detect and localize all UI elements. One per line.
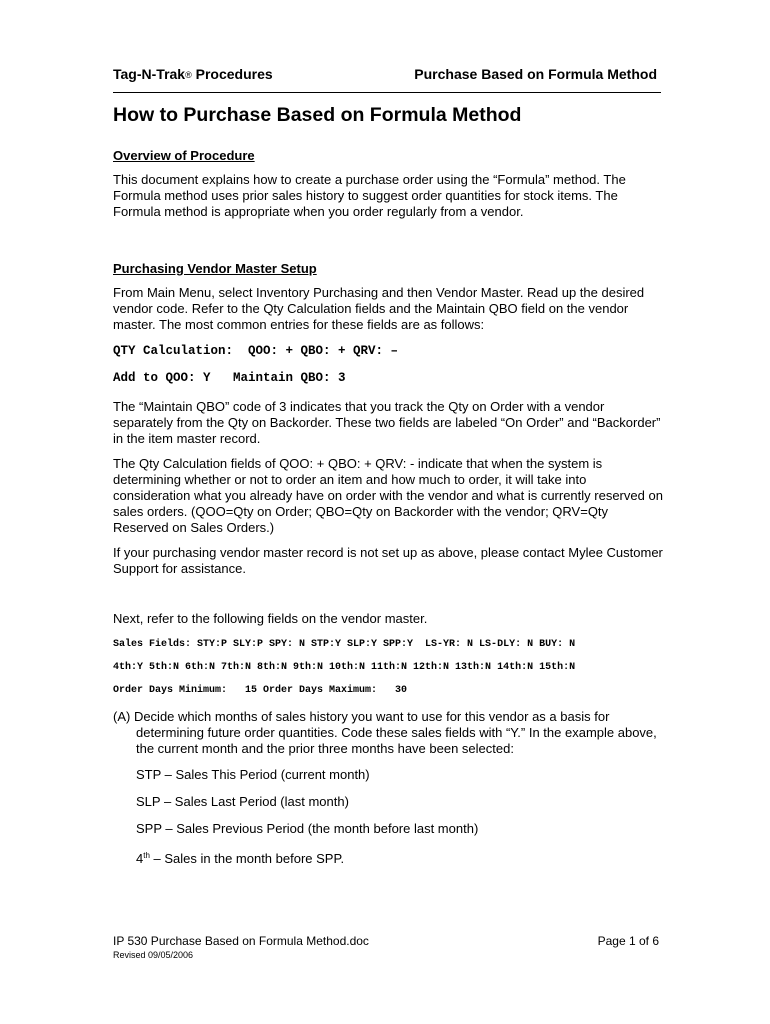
list-item: STP – Sales This Period (current month) [136,767,370,782]
page-title: How to Purchase Based on Formula Method [113,104,522,126]
overview-text: This document explains how to create a purchase order using the “Formula” method. The Formula method uses prior sales history to suggest order quantities for stock items. The Formula method is appropriate when you order regularly from a vendor. [113,172,626,219]
footer-page-number: Page 1 of 6 [597,934,659,948]
list-item: SPP – Sales Previous Period (the month before last month) [136,821,479,836]
list-item: SLP – Sales Last Period (last month) [136,794,349,809]
contact-support-paragraph: If your purchasing vendor master record is not set up as above, please contact Mylee Customer Support for assistance. [113,545,663,576]
page-footer [113,934,661,960]
header-product-name: Tag-N-Trak® Procedures [113,66,273,82]
overview-heading: Overview of Procedure [113,148,255,163]
footer-revised-date: Revised 09/05/2006 [113,950,194,960]
step-a-text: (A) Decide which months of sales history you want to use for this vendor as a basis for determining future order quantities. Code these sales fields with “Y.” In the example above, the current month and the prior three months have been selected: [113,709,657,756]
maintain-qbo-paragraph: The “Maintain QBO” code of 3 indicates that you track the Qty on Order with a vendor separately from the Qty on Backorder. These two fields are labeled “On Order” and “Backorder” in the item master record. [113,399,661,446]
period-fields-code: 4th:Y 5th:N 6th:N 7th:N 8th:N 9th:N 10th:N 11th:N 12th:N 13th:N 14th:N 15th:N [113,662,576,673]
document-body [113,103,663,878]
qty-calculation-code: QTY Calculation: QOO: + QBO: + QRV: – [113,344,399,358]
order-days-code: Order Days Minimum: 15 Order Days Maximum: 30 [113,685,408,696]
page-header [113,66,661,93]
vendor-setup-intro: From Main Menu, select Inventory Purchasing and then Vendor Master. Read up the desired vendor code. Refer to the Qty Calculation fields and the Maintain QBO field on the vendor master. The most common entries for these fields are as follows: [113,285,645,332]
header-document-title: Purchase Based on Formula Method [414,66,657,82]
maintain-qbo-code: Add to QOO: Y Maintain QBO: 3 [113,371,346,385]
qty-calc-paragraph: The Qty Calculation fields of QOO: + QBO: + QRV: - indicate that when the system is determining whether or not to order an item and how much to order, it will take into consideration what you already have on order with the vendor and what is currently reserved on sales orders. (QOO=Qty on Order; QBO=Qty on Backorder with the vendor; QRV=Qty Reserved on Sales Orders.) [113,456,663,535]
footer-filename: IP 530 Purchase Based on Formula Method.doc [113,934,369,948]
sales-fields-code: Sales Fields: STY:P SLY:P SPY: N STP:Y SLP:Y SPP:Y LS-YR: N LS-DLY: N BUY: N [113,639,576,650]
vendor-setup-heading: Purchasing Vendor Master Setup [113,261,317,276]
fields-intro: Next, refer to the following fields on the vendor master. [113,611,428,626]
list-item-fourth: 4th – Sales in the month before SPP. [136,851,345,866]
